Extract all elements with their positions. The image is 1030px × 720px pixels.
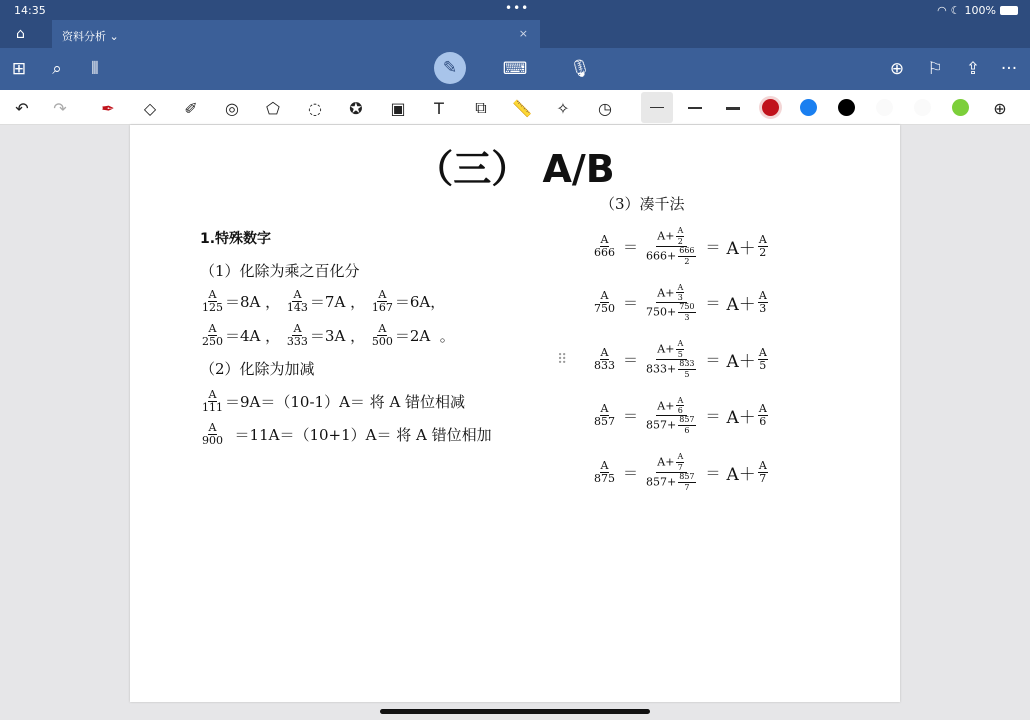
fraction [678,303,695,322]
formula-text: A+ [657,229,675,243]
tab-document[interactable] [52,20,540,48]
fraction [372,289,393,315]
formula-text: ＝7A ， [309,293,370,312]
main-toolbar [0,48,1030,90]
formula-row [200,323,455,349]
status-bar [0,0,1030,20]
compound-fraction [646,453,698,492]
formula-text: 750 [646,305,668,319]
numerator: A [208,421,217,434]
denominator: 750+ $\frac{750}{3}$ [646,302,695,323]
numerator [656,340,687,360]
fraction [594,290,615,316]
formula-row [592,453,770,492]
formula-row [200,389,465,415]
document-page [130,125,900,702]
share-icon[interactable]: ⇪ [965,59,981,79]
equals-sign: ＝ [705,237,721,256]
formula-text: A＋ [726,464,756,485]
fraction [758,403,768,429]
equals-sign: ＝ [623,237,639,256]
numerator: A [677,339,684,348]
color-white-1[interactable] [876,99,893,116]
formula-text: ＝8A ， [225,293,285,312]
pen-tool-icon[interactable]: ✒ [101,98,115,118]
compound-fraction [646,284,698,323]
denominator: 3 [677,293,683,303]
formula-text: A＋ [726,295,756,316]
denominator: 167 [371,301,393,315]
clock-icon[interactable]: ◷ [598,98,612,118]
tab-title: 资料分析 [62,30,106,43]
fraction [594,347,615,373]
formula-row [592,227,770,266]
drawing-toolbar [0,90,1030,125]
fraction [594,403,615,429]
denominator: 2 [677,236,683,246]
drag-handle-icon[interactable]: ⠿ [557,352,568,368]
more-button[interactable]: ··· [1000,59,1018,79]
tab-bar [0,20,1030,48]
fraction [676,284,684,303]
denominator: 500 [371,335,393,349]
wifi-icon: ◠ [937,4,947,17]
formula-text: ＝2A 。 [394,327,455,346]
microphone-icon[interactable]: 🎙 [569,59,591,79]
bookmark-icon[interactable]: ⚐ [927,59,943,79]
denominator: 833+ $\frac{833}{5}$ [646,358,695,379]
denominator: 7 [684,482,690,492]
chevron-down-icon[interactable]: ⌄ [109,30,119,43]
equals-sign: ＝ [623,350,639,369]
fraction [678,416,695,435]
formula-text: A+ [657,398,675,412]
stroke-thick-button[interactable] [726,107,740,110]
numerator: 857 [679,471,695,481]
add-color-icon[interactable]: ⊕ [993,98,1007,118]
subheading-3: （3）凑千法 [600,195,685,213]
equals-sign: ＝ [705,407,721,426]
denominator: 7 [759,471,767,485]
denominator: 250 [202,335,223,349]
numerator: A [677,452,684,461]
stroke-thin-icon [650,107,664,108]
subheading-1: （1）化除为乘之百化分 [200,262,360,280]
denominator: 2 [759,245,767,259]
redo-icon[interactable]: ↷ [53,98,67,118]
formula-text: A＋ [726,351,756,372]
tape-icon[interactable]: ◎ [225,98,239,118]
denominator: 6 [677,406,683,416]
ruler-icon[interactable]: 📏 [512,98,532,118]
numerator: A [600,232,609,246]
formula-text: ＝6A， [394,293,446,312]
clock: 14:35 [14,4,46,17]
sticker-icon[interactable]: ✪ [349,98,363,118]
fraction [758,290,768,316]
numerator: A [208,388,217,401]
lasso-icon[interactable]: ◌ [308,98,322,118]
equals-sign: ＝ [705,350,721,369]
multitask-dots[interactable]: ••• [505,1,530,15]
denominator: 7 [677,462,683,472]
equals-sign: ＝ [623,294,639,313]
search-icon[interactable]: ⌕ [52,59,62,79]
grid-icon[interactable]: ⊞ [11,59,27,79]
fraction [202,289,223,315]
page-title: （三） A/B [415,147,615,191]
section-heading: 1.特殊数字 [200,231,272,247]
compound-fraction [646,227,698,266]
denominator: 666 [594,245,615,259]
numerator: A [758,402,767,416]
denominator: 5 [759,358,767,372]
numerator: A [677,226,684,235]
equals-sign: ＝ [705,463,721,482]
numerator [656,397,687,417]
numerator: A [378,322,387,335]
shapes-icon[interactable]: ⬠ [266,98,280,118]
numerator: A [378,288,387,301]
equals-sign: ＝ [623,463,639,482]
numerator: 833 [679,358,695,368]
fraction [678,473,695,492]
keyboard-icon[interactable]: ⌨ [502,59,528,79]
equals-sign: ＝ [705,294,721,313]
color-black[interactable] [838,99,855,116]
formula-row [592,340,770,379]
highlighter-icon[interactable]: ✐ [184,98,198,118]
color-green[interactable] [952,99,969,116]
numerator: A [600,458,609,472]
denominator: 333 [286,335,308,349]
numerator: A [293,322,302,335]
equals-sign: ＝ [623,407,639,426]
denominator: 857+ $\frac{857}{6}$ [646,415,695,436]
close-tab-button[interactable]: × [518,27,528,40]
formula-row [592,284,770,323]
denominator: 857+ $\frac{857}{7}$ [646,471,695,492]
fraction [287,323,308,349]
formula-text: 857 [646,475,668,489]
denominator: 111 [202,401,223,415]
numerator: A [677,282,684,292]
formula-text: A+ [657,342,675,356]
subheading-2: （2）化除为加减 [200,360,315,378]
pen-mode-button[interactable]: ✎ [434,52,466,84]
formula-text: 833 [646,362,668,376]
denominator: 125 [202,301,223,315]
numerator [656,453,687,473]
fraction [372,323,393,349]
moon-icon: ☾ [950,4,961,17]
fraction [678,247,695,266]
fraction [758,347,768,373]
image-icon[interactable]: ▣ [390,98,406,118]
numerator: A [600,402,609,416]
stroke-medium-button[interactable] [688,107,702,109]
color-white-2[interactable] [914,99,931,116]
denominator: 3 [759,302,767,316]
audio-wave-icon[interactable]: ⫴ [91,59,99,79]
color-blue[interactable] [800,99,817,116]
fraction [676,453,684,472]
fraction [676,397,684,416]
numerator: 857 [679,415,695,425]
denominator: 900 [202,434,223,448]
formula-text: 857 [646,418,668,432]
compound-fraction [646,340,698,379]
numerator: A [677,395,684,405]
numerator: A [208,322,217,335]
compound-fraction [646,397,698,436]
home-indicator[interactable] [380,709,650,714]
fraction [758,460,768,486]
fraction [758,234,768,260]
numerator: A [293,288,302,301]
battery-icon [1000,6,1018,15]
fraction [202,422,223,448]
battery-percent: 100% [964,4,996,17]
numerator: A [600,345,609,359]
add-page-icon[interactable]: ⊕ [889,59,905,79]
numerator: A [758,232,767,246]
camera-image-icon[interactable]: ⧉ [475,98,487,117]
text-box-icon[interactable]: T [434,98,444,118]
fraction [676,227,684,246]
denominator: 2 [684,256,690,266]
numerator: 750 [679,302,695,312]
formula-text: 666 [646,249,668,263]
fraction [202,389,223,415]
eraser-icon[interactable]: ◇ [143,98,157,118]
formula-text: A＋ [726,238,756,259]
numerator: A [208,288,217,301]
formula-row [592,397,770,436]
numerator: A [758,289,767,303]
denominator: 3 [684,313,690,323]
fraction [676,340,684,359]
formula-text: ＝9A＝（10-1）A＝ 将 A 错位相减 [225,393,466,412]
home-icon[interactable]: ⌂ [16,26,25,42]
fraction [287,289,308,315]
numerator: A [758,345,767,359]
numerator: 666 [679,245,695,255]
laser-pointer-icon[interactable]: ✧ [556,98,570,118]
numerator: A [758,458,767,472]
undo-icon[interactable]: ↶ [15,98,29,118]
fraction [594,460,615,486]
denominator: 6 [759,415,767,429]
color-red-selected[interactable] [762,99,779,116]
numerator: A [600,289,609,303]
fraction [594,234,615,260]
formula-text: A＋ [726,408,756,429]
denominator: 143 [286,301,308,315]
denominator: 750 [594,302,615,316]
denominator: 5 [677,349,683,359]
denominator: 6 [684,426,690,436]
formula-text: A+ [657,455,675,469]
denominator: 5 [684,369,690,379]
formula-text: A+ [657,285,675,299]
denominator: 833 [594,358,615,372]
numerator [656,227,687,247]
formula-row [200,422,492,448]
denominator: 666+ $\frac{666}{2}$ [646,245,695,266]
denominator: 875 [594,471,615,485]
numerator [656,284,687,304]
fraction [202,323,223,349]
formula-text: ＝4A ， [225,327,285,346]
formula-row [200,289,445,315]
denominator: 857 [594,415,615,429]
fraction [678,360,695,379]
formula-text: ＝11A＝（10+1）A＝ 将 A 错位相加 [225,426,492,445]
formula-text: ＝3A ， [309,327,370,346]
